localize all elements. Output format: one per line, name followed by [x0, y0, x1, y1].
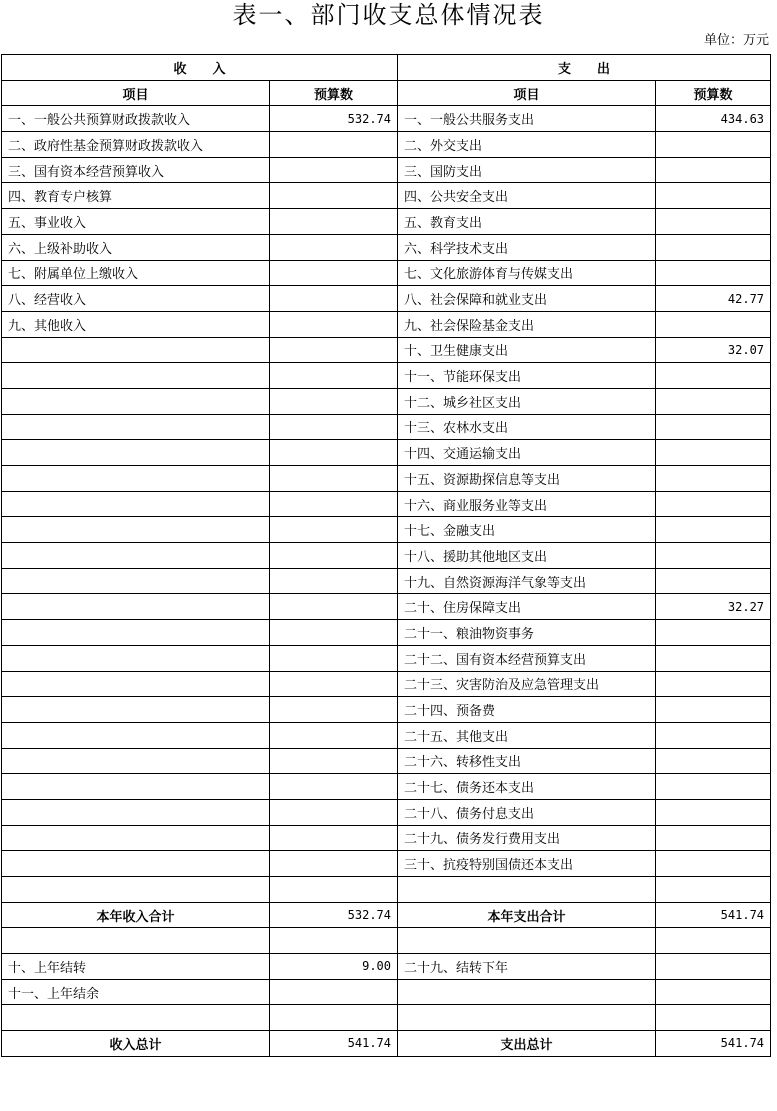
expense-value-cell [656, 209, 771, 235]
expense-value-cell [656, 697, 771, 723]
column-header-row [2, 80, 771, 106]
income-item-cell [2, 645, 270, 671]
income-item-cell: 三、国有资本经营预算收入 [2, 157, 270, 183]
income-item-cell [2, 491, 270, 517]
annual-expense-label: 本年支出合计 [398, 902, 656, 928]
income-item-cell [2, 568, 270, 594]
table-row [2, 157, 771, 183]
spacer-row [2, 1005, 771, 1031]
income-value-cell [270, 748, 398, 774]
table-row [2, 260, 771, 286]
income-value-cell [270, 825, 398, 851]
budget-table [1, 54, 771, 1057]
table-footer [2, 877, 771, 1057]
table-row [2, 697, 771, 723]
expense-value-cell [656, 363, 771, 389]
table-row [2, 671, 771, 697]
table-row [2, 851, 771, 877]
expense-value-cell [656, 466, 771, 492]
expense-value-cell [656, 440, 771, 466]
income-item-cell [2, 466, 270, 492]
annual-expense-value: 541.74 [656, 902, 771, 928]
expense-value-cell [656, 568, 771, 594]
carry-income-item: 十、上年结转 [2, 954, 270, 980]
income-item-cell [2, 594, 270, 620]
carry-income-value [270, 979, 398, 1005]
expense-item-cell: 十三、农林水支出 [398, 414, 656, 440]
income-value-cell [270, 799, 398, 825]
expense-item-cell: 二十六、转移性支出 [398, 748, 656, 774]
expense-value-cell: 42.77 [656, 286, 771, 312]
table-row [2, 774, 771, 800]
income-value-cell: 532.74 [270, 106, 398, 132]
carry-row [2, 954, 771, 980]
income-item-cell [2, 620, 270, 646]
expense-value-cell [656, 260, 771, 286]
expense-value-cell [656, 645, 771, 671]
carry-row [2, 979, 771, 1005]
expense-item-cell: 十九、自然资源海洋气象等支出 [398, 568, 656, 594]
income-value-cell [270, 260, 398, 286]
expense-item-cell: 二十二、国有资本经营预算支出 [398, 645, 656, 671]
income-value-cell [270, 568, 398, 594]
table-row [2, 106, 771, 132]
income-item-cell [2, 337, 270, 363]
carry-expense-item [398, 979, 656, 1005]
expense-item-cell: 四、公共安全支出 [398, 183, 656, 209]
expense-item-cell: 二十九、债务发行费用支出 [398, 825, 656, 851]
carry-expense-item: 二十九、结转下年 [398, 954, 656, 980]
income-value-cell [270, 645, 398, 671]
income-value-cell [270, 851, 398, 877]
income-budget-header: 预算数 [270, 80, 398, 106]
expense-item-cell: 一、一般公共服务支出 [398, 106, 656, 132]
carry-expense-value [656, 954, 771, 980]
annual-total-row [2, 902, 771, 928]
income-item-cell [2, 388, 270, 414]
income-item-cell [2, 517, 270, 543]
income-item-cell: 六、上级补助收入 [2, 234, 270, 260]
table-row [2, 748, 771, 774]
expense-value-cell [656, 620, 771, 646]
expense-value-cell [656, 671, 771, 697]
expense-value-cell [656, 517, 771, 543]
income-value-cell [270, 491, 398, 517]
income-item-cell [2, 722, 270, 748]
table-row [2, 517, 771, 543]
income-value-cell [270, 414, 398, 440]
expense-value-cell [656, 414, 771, 440]
expense-value-cell [656, 311, 771, 337]
income-item-cell [2, 799, 270, 825]
income-value-cell [270, 671, 398, 697]
expense-item-cell: 六、科学技术支出 [398, 234, 656, 260]
table-row [2, 209, 771, 235]
income-value-cell [270, 132, 398, 158]
table-row [2, 132, 771, 158]
expense-item-cell: 十二、城乡社区支出 [398, 388, 656, 414]
expense-value-cell [656, 157, 771, 183]
table-row [2, 183, 771, 209]
grand-total-row [2, 1031, 771, 1057]
expense-item-cell: 五、教育支出 [398, 209, 656, 235]
expense-item-cell: 十六、商业服务业等支出 [398, 491, 656, 517]
table-body [2, 106, 771, 877]
income-item-cell [2, 671, 270, 697]
income-item-cell: 四、教育专户核算 [2, 183, 270, 209]
expense-item-cell: 二十一、粮油物资事务 [398, 620, 656, 646]
income-value-cell [270, 774, 398, 800]
table-row [2, 311, 771, 337]
expense-value-cell: 32.27 [656, 594, 771, 620]
total-expense-value: 541.74 [656, 1031, 771, 1057]
expense-value-cell [656, 388, 771, 414]
income-item-cell: 九、其他收入 [2, 311, 270, 337]
table-row [2, 594, 771, 620]
table-row [2, 645, 771, 671]
table-row [2, 234, 771, 260]
income-value-cell [270, 363, 398, 389]
expense-item-cell: 十五、资源勘探信息等支出 [398, 466, 656, 492]
income-value-cell [270, 440, 398, 466]
income-value-cell [270, 594, 398, 620]
expense-item-cell: 二十七、债务还本支出 [398, 774, 656, 800]
expense-value-cell [656, 491, 771, 517]
expense-item-cell: 二十八、债务付息支出 [398, 799, 656, 825]
carry-income-value: 9.00 [270, 954, 398, 980]
income-value-cell [270, 209, 398, 235]
expense-item-cell: 九、社会保险基金支出 [398, 311, 656, 337]
table-row [2, 825, 771, 851]
expense-item-cell: 十八、援助其他地区支出 [398, 543, 656, 569]
expense-item-cell: 二十三、灾害防治及应急管理支出 [398, 671, 656, 697]
table-row [2, 620, 771, 646]
expense-budget-header: 预算数 [656, 80, 771, 106]
expense-item-cell: 十四、交通运输支出 [398, 440, 656, 466]
expense-section-header: 支 出 [398, 55, 771, 81]
income-item-cell [2, 414, 270, 440]
table-row [2, 543, 771, 569]
income-value-cell [270, 697, 398, 723]
table-row [2, 388, 771, 414]
income-section-header: 收 入 [2, 55, 398, 81]
expense-item-cell: 二十四、预备费 [398, 697, 656, 723]
annual-income-value: 532.74 [270, 902, 398, 928]
expense-item-cell: 三、国防支出 [398, 157, 656, 183]
income-value-cell [270, 722, 398, 748]
income-value-cell [270, 286, 398, 312]
table-row [2, 568, 771, 594]
income-item-cell: 五、事业收入 [2, 209, 270, 235]
income-item-cell: 七、附属单位上缴收入 [2, 260, 270, 286]
income-value-cell [270, 388, 398, 414]
table-row [2, 491, 771, 517]
spacer-row [2, 928, 771, 954]
income-item-cell [2, 363, 270, 389]
expense-value-cell [656, 851, 771, 877]
income-item-cell: 八、经营收入 [2, 286, 270, 312]
table-row [2, 440, 771, 466]
income-value-cell [270, 466, 398, 492]
total-income-label: 收入总计 [2, 1031, 270, 1057]
expense-value-cell [656, 234, 771, 260]
spacer-row [2, 877, 771, 903]
income-value-cell [270, 157, 398, 183]
income-item-cell: 二、政府性基金预算财政拨款收入 [2, 132, 270, 158]
carry-expense-value [656, 979, 771, 1005]
expense-item-cell: 十、卫生健康支出 [398, 337, 656, 363]
expense-item-cell: 十七、金融支出 [398, 517, 656, 543]
total-income-value: 541.74 [270, 1031, 398, 1057]
table-row [2, 414, 771, 440]
table-row [2, 799, 771, 825]
expense-value-cell: 434.63 [656, 106, 771, 132]
income-value-cell [270, 234, 398, 260]
income-value-cell [270, 517, 398, 543]
expense-value-cell [656, 774, 771, 800]
income-value-cell [270, 183, 398, 209]
income-item-cell [2, 697, 270, 723]
income-value-cell [270, 311, 398, 337]
carry-income-item: 十一、上年结余 [2, 979, 270, 1005]
income-value-cell [270, 620, 398, 646]
expense-value-cell [656, 183, 771, 209]
expense-item-cell: 三十、抗疫特别国债还本支出 [398, 851, 656, 877]
total-expense-label: 支出总计 [398, 1031, 656, 1057]
table-row [2, 337, 771, 363]
expense-value-cell [656, 825, 771, 851]
expense-value-cell [656, 543, 771, 569]
expense-item-cell: 二十五、其他支出 [398, 722, 656, 748]
income-value-cell [270, 543, 398, 569]
expense-item-header: 项目 [398, 80, 656, 106]
expense-value-cell [656, 722, 771, 748]
page-title: 表一、部门收支总体情况表 [232, 1, 545, 29]
unit-label: 单位：万元 [703, 33, 769, 48]
income-item-header: 项目 [2, 80, 270, 106]
expense-item-cell: 二十、住房保障支出 [398, 594, 656, 620]
section-header-row [2, 55, 771, 81]
expense-value-cell: 32.07 [656, 337, 771, 363]
income-item-cell: 一、一般公共预算财政拨款收入 [2, 106, 270, 132]
expense-value-cell [656, 748, 771, 774]
income-item-cell [2, 774, 270, 800]
income-item-cell [2, 748, 270, 774]
table-row [2, 286, 771, 312]
expense-value-cell [656, 799, 771, 825]
income-item-cell [2, 440, 270, 466]
expense-item-cell: 七、文化旅游体育与传媒支出 [398, 260, 656, 286]
annual-income-label: 本年收入合计 [2, 902, 270, 928]
expense-value-cell [656, 132, 771, 158]
table-row [2, 363, 771, 389]
income-item-cell [2, 825, 270, 851]
expense-item-cell: 八、社会保障和就业支出 [398, 286, 656, 312]
expense-item-cell: 十一、节能环保支出 [398, 363, 656, 389]
income-item-cell [2, 543, 270, 569]
income-value-cell [270, 337, 398, 363]
table-row [2, 722, 771, 748]
table-row [2, 466, 771, 492]
income-item-cell [2, 851, 270, 877]
expense-item-cell: 二、外交支出 [398, 132, 656, 158]
